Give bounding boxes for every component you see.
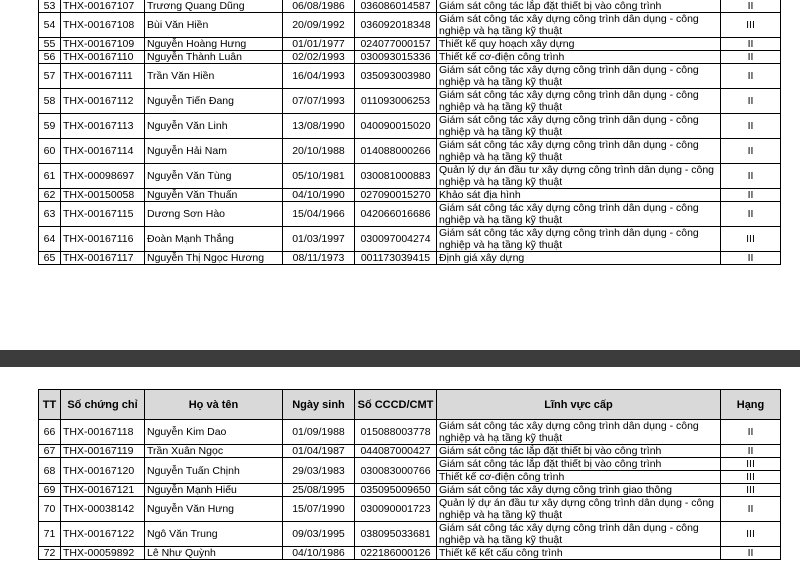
cell-name: Dương Sơn Hào	[145, 202, 283, 227]
table-row	[39, 522, 781, 547]
cell-field: Giám sát công tác xây dựng công trình dân dụng - công nghiệp và hạ tầng kỹ thuật	[437, 522, 721, 547]
cell-id: 036092018348	[355, 13, 437, 38]
cell-tt: 66	[39, 420, 61, 445]
cell-rank: II	[721, 51, 781, 64]
cell-field: Quản lý dự án đầu tư xây dựng công trình dân dụng - công nghiệp và hạ tầng kỹ thuật	[437, 164, 721, 189]
cell-rank: III	[721, 458, 781, 471]
cell-field: Giám sát công tác xây dựng công trình dân dụng - công nghiệp và hạ tầng kỹ thuật	[437, 114, 721, 139]
cell-id: 030083000766	[355, 458, 437, 484]
bottom-page	[38, 389, 780, 560]
cell-tt: 56	[39, 51, 61, 64]
bottom-table	[38, 389, 781, 560]
cell-id: 040090015020	[355, 114, 437, 139]
cell-field: Giám sát công tác lắp đặt thiết bị vào công trình	[437, 458, 721, 471]
cell-cert: THX-00038142	[61, 497, 145, 522]
cell-cert: THX-00098697	[61, 164, 145, 189]
cell-id: 001173039415	[355, 252, 437, 265]
cell-field: Thiết kế kết cấu công trình	[437, 547, 721, 560]
cell-tt: 55	[39, 38, 61, 51]
cell-dob: 15/07/1990	[283, 497, 355, 522]
header-cert: Số chứng chỉ	[61, 390, 145, 420]
cell-name: Trương Quang Dũng	[145, 0, 283, 13]
cell-id: 030081000883	[355, 164, 437, 189]
cell-id: 014088000266	[355, 139, 437, 164]
cell-dob: 20/09/1992	[283, 13, 355, 38]
cell-rank: II	[721, 64, 781, 89]
cell-id: 035093003980	[355, 64, 437, 89]
table-row	[39, 189, 781, 202]
cell-rank: III	[721, 13, 781, 38]
table-row	[39, 252, 781, 265]
table-row	[39, 51, 781, 64]
cell-cert: THX-00167113	[61, 114, 145, 139]
cell-name: Nguyễn Hải Nam	[145, 139, 283, 164]
cell-tt: 68	[39, 458, 61, 484]
table-row	[39, 38, 781, 51]
cell-name: Nguyễn Mạnh Hiếu	[145, 484, 283, 497]
cell-dob: 08/11/1973	[283, 252, 355, 265]
cell-rank: II	[721, 547, 781, 560]
cell-id: 030097004274	[355, 227, 437, 252]
cell-field: Giám sát công tác lắp đặt thiết bị vào công trình	[437, 0, 721, 13]
table-row	[39, 13, 781, 38]
cell-cert: THX-00167116	[61, 227, 145, 252]
cell-rank: II	[721, 420, 781, 445]
cell-tt: 63	[39, 202, 61, 227]
cell-tt: 67	[39, 445, 61, 458]
header-rank: Hạng	[721, 390, 781, 420]
table-row	[39, 114, 781, 139]
cell-dob: 01/09/1988	[283, 420, 355, 445]
cell-field: Giám sát công tác xây dựng công trình dân dụng - công nghiệp và hạ tầng kỹ thuật	[437, 13, 721, 38]
cell-dob: 04/10/1986	[283, 547, 355, 560]
header-dob: Ngày sinh	[283, 390, 355, 420]
cell-id: 022186000126	[355, 547, 437, 560]
cell-id: 044087000427	[355, 445, 437, 458]
cell-field: Thiết kế cơ-điện công trình	[437, 51, 721, 64]
top-table	[38, 0, 781, 265]
cell-dob: 06/08/1986	[283, 0, 355, 13]
table-row	[39, 547, 781, 560]
cell-tt: 57	[39, 64, 61, 89]
cell-dob: 02/02/1993	[283, 51, 355, 64]
cell-tt: 60	[39, 139, 61, 164]
cell-rank: II	[721, 38, 781, 51]
cell-field: Giám sát công tác xây dựng công trình dân dụng - công nghiệp và hạ tầng kỹ thuật	[437, 89, 721, 114]
cell-field: Giám sát công tác xây dựng công trình dân dụng - công nghiệp và hạ tầng kỹ thuật	[437, 139, 721, 164]
cell-rank: II	[721, 445, 781, 458]
header-field: Lĩnh vực cấp	[437, 390, 721, 420]
cell-name: Nguyễn Văn Thuấn	[145, 189, 283, 202]
header-id: Số CCCD/CMT	[355, 390, 437, 420]
cell-field: Giám sát công tác lắp đặt thiết bị vào công trình	[437, 445, 721, 458]
table-row	[39, 202, 781, 227]
cell-dob: 13/08/1990	[283, 114, 355, 139]
cell-name: Nguyễn Thành Luân	[145, 51, 283, 64]
cell-name: Ngô Văn Trung	[145, 522, 283, 547]
cell-tt: 54	[39, 13, 61, 38]
cell-tt: 69	[39, 484, 61, 497]
cell-cert: THX-00167110	[61, 51, 145, 64]
cell-tt: 59	[39, 114, 61, 139]
page-separator	[0, 350, 800, 367]
cell-id: 042066016686	[355, 202, 437, 227]
cell-id: 030090001723	[355, 497, 437, 522]
cell-tt: 61	[39, 164, 61, 189]
cell-dob: 15/04/1966	[283, 202, 355, 227]
cell-field: Giám sát công tác xây dựng công trình dân dụng - công nghiệp và hạ tầng kỹ thuật	[437, 64, 721, 89]
cell-tt: 62	[39, 189, 61, 202]
cell-id: 015088003778	[355, 420, 437, 445]
cell-name: Đoàn Mạnh Thắng	[145, 227, 283, 252]
cell-id: 038095033681	[355, 522, 437, 547]
cell-cert: THX-00167111	[61, 64, 145, 89]
cell-field: Giám sát công tác xây dựng công trình dân dụng - công nghiệp và hạ tầng kỹ thuật	[437, 202, 721, 227]
cell-cert: THX-00167109	[61, 38, 145, 51]
cell-rank: II	[721, 497, 781, 522]
cell-name: Nguyễn Văn Tùng	[145, 164, 283, 189]
cell-name: Nguyễn Tuấn Chịnh	[145, 458, 283, 484]
cell-cert: THX-00167122	[61, 522, 145, 547]
cell-rank: II	[721, 139, 781, 164]
cell-tt: 53	[39, 0, 61, 13]
cell-field: Định giá xây dựng	[437, 252, 721, 265]
cell-cert: THX-00059892	[61, 547, 145, 560]
table-row	[39, 0, 781, 13]
cell-field: Thiết kế quy hoạch xây dựng	[437, 38, 721, 51]
cell-name: Nguyễn Thị Ngọc Hương	[145, 252, 283, 265]
cell-field: Giám sát công tác xây dựng công trình giao thông	[437, 484, 721, 497]
cell-name: Nguyễn Tiến Đang	[145, 89, 283, 114]
cell-id: 027090015270	[355, 189, 437, 202]
cell-field: Giám sát công tác xây dựng công trình dân dụng - công nghiệp và hạ tầng kỹ thuật	[437, 227, 721, 252]
table-row	[39, 64, 781, 89]
top-page	[38, 0, 780, 265]
table-row	[39, 497, 781, 522]
cell-cert: THX-00167119	[61, 445, 145, 458]
cell-dob: 09/03/1995	[283, 522, 355, 547]
cell-dob: 07/07/1993	[283, 89, 355, 114]
cell-cert: THX-00167120	[61, 458, 145, 484]
cell-cert: THX-00167117	[61, 252, 145, 265]
cell-id: 035095009650	[355, 484, 437, 497]
cell-name: Bùi Văn Hiền	[145, 13, 283, 38]
cell-name: Trần Xuân Ngọc	[145, 445, 283, 458]
cell-name: Nguyễn Văn Linh	[145, 114, 283, 139]
cell-dob: 01/04/1987	[283, 445, 355, 458]
cell-dob: 16/04/1993	[283, 64, 355, 89]
header-row	[39, 390, 781, 420]
cell-cert: THX-00167114	[61, 139, 145, 164]
cell-field: Quản lý dự án đầu tư xây dựng công trình dân dụng - công nghiệp và hạ tầng kỹ thuật	[437, 497, 721, 522]
cell-field: Giám sát công tác xây dựng công trình dân dụng - công nghiệp và hạ tầng kỹ thuật	[437, 420, 721, 445]
header-name: Họ và tên	[145, 390, 283, 420]
cell-tt: 65	[39, 252, 61, 265]
cell-rank: III	[721, 471, 781, 484]
table-row	[39, 139, 781, 164]
cell-cert: THX-00167118	[61, 420, 145, 445]
table-row	[39, 484, 781, 497]
cell-dob: 01/03/1997	[283, 227, 355, 252]
cell-cert: THX-00167107	[61, 0, 145, 13]
cell-rank: II	[721, 89, 781, 114]
cell-name: Lê Như Quỳnh	[145, 547, 283, 560]
cell-rank: II	[721, 0, 781, 13]
cell-tt: 58	[39, 89, 61, 114]
cell-dob: 05/10/1981	[283, 164, 355, 189]
cell-rank: III	[721, 484, 781, 497]
cell-name: Trần Văn Hiền	[145, 64, 283, 89]
top-table-body	[39, 0, 781, 265]
table-row	[39, 227, 781, 252]
cell-dob: 01/01/1977	[283, 38, 355, 51]
cell-cert: THX-00167112	[61, 89, 145, 114]
cell-name: Nguyễn Kim Dao	[145, 420, 283, 445]
table-row	[39, 458, 781, 471]
cell-rank: II	[721, 202, 781, 227]
header-tt: TT	[39, 390, 61, 420]
cell-rank: II	[721, 189, 781, 202]
cell-tt: 64	[39, 227, 61, 252]
cell-cert: THX-00167121	[61, 484, 145, 497]
cell-rank: III	[721, 227, 781, 252]
cell-name: Nguyễn Văn Hưng	[145, 497, 283, 522]
cell-id: 024077000157	[355, 38, 437, 51]
cell-dob: 04/10/1990	[283, 189, 355, 202]
cell-rank: II	[721, 252, 781, 265]
cell-tt: 70	[39, 497, 61, 522]
cell-field: Thiết kế cơ-điện công trình	[437, 471, 721, 484]
cell-rank: III	[721, 522, 781, 547]
cell-tt: 72	[39, 547, 61, 560]
bottom-table-body	[39, 420, 781, 560]
table-row	[39, 445, 781, 458]
cell-id: 036086014587	[355, 0, 437, 13]
cell-rank: II	[721, 114, 781, 139]
cell-id: 030093015336	[355, 51, 437, 64]
table-row	[39, 89, 781, 114]
cell-name: Nguyễn Hoàng Hưng	[145, 38, 283, 51]
table-row	[39, 164, 781, 189]
cell-field: Khảo sát địa hình	[437, 189, 721, 202]
cell-cert: THX-00167108	[61, 13, 145, 38]
table-row	[39, 420, 781, 445]
cell-dob: 20/10/1988	[283, 139, 355, 164]
cell-id: 011093006253	[355, 89, 437, 114]
cell-dob: 29/03/1983	[283, 458, 355, 484]
cell-cert: THX-00150058	[61, 189, 145, 202]
cell-dob: 25/08/1995	[283, 484, 355, 497]
cell-cert: THX-00167115	[61, 202, 145, 227]
cell-tt: 71	[39, 522, 61, 547]
cell-rank: II	[721, 164, 781, 189]
